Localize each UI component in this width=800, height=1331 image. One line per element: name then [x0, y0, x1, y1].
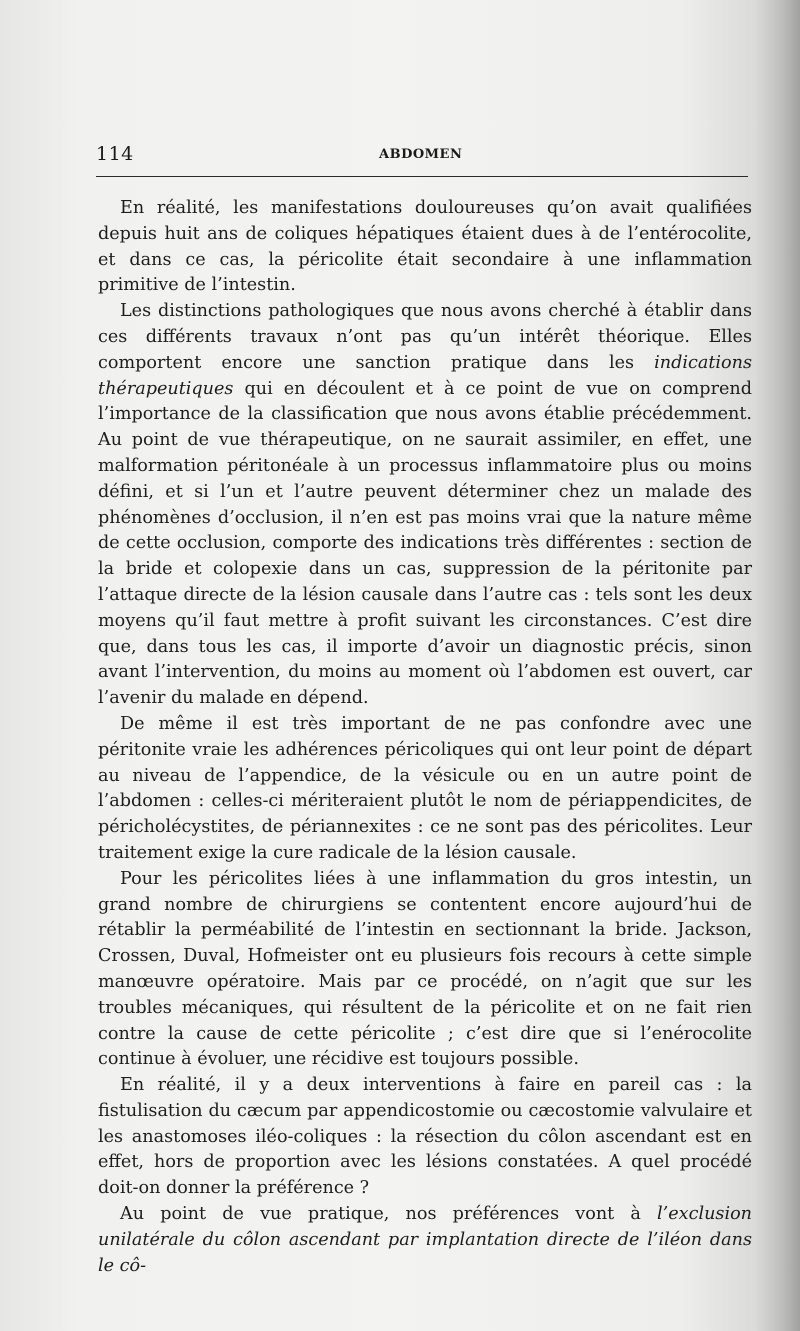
paragraph-emphasis: l’exclusion unilatérale du côlon ascendant par implantation directe de l’iléon dans le cô- — [98, 1204, 752, 1276]
paragraph-text: qui en découlent et à ce point de vue on comprend l’importance de la classification que nous avons établie précédemment. Au point de vue thérapeutique, on ne saurait assimiler, en effet, une malformation péritonéale à un processus inflammatoire plus ou moins défini, et si l’un et l’autre peuvent déterminer chez un malade des phénomènes d’occlusion, il n’en est pas moins vrai que la nature même de cette occlusion, comporte des indications très différentes : section de la bride et colopexie dans un cas, suppression de la péritonite par l’attaque directe de la lésion causale dans l’autre cas : tels sont les deux moyens qu’il faut mettre à profit suivant les circonstances. C’est dire que, dans tous les cas, il importe d’avoir un diagnostic précis, sinon avant l’intervention, du moins au moment où l’abdomen est ouvert, car l’avenir du malade en dépend. — [98, 378, 752, 709]
header-rule — [96, 176, 748, 177]
paragraph-1 — [98, 196, 752, 299]
paragraph-text: Au point de vue pratique, nos préférences vont à — [120, 1204, 658, 1225]
body-text — [98, 196, 752, 1279]
running-title: ABDOMEN — [379, 147, 463, 162]
paragraph-emphasis: indications thérapeutiques — [98, 352, 752, 399]
paragraph-text: De même il est très important de ne pas confondre avec une péritonite vraie les adhérences péricoliques qui ont leur point de départ au niveau de l’appendice, de la vésicule ou en un autre point de l’abdomen : celles-ci mériteraient plutôt le nom de périappendicites, de péricholécystites, de périannexites : ce ne sont pas des péricolites. Leur traitement exige la cure radicale de la lésion causale. — [98, 713, 752, 863]
page-edge-shadow — [754, 0, 800, 1331]
paragraph-text: En réalité, les manifestations douloureuses qu’on avait qualifiées depuis huit ans de coliques hépatiques étaient dues à de l’entérocolite, et dans ce cas, la péricolite était secondaire à une inflammation primitive de l’intestin. — [98, 198, 752, 296]
page-number: 114 — [96, 143, 134, 165]
paragraph-text: Pour les péricolites liées à une inflammation du gros intestin, un grand nombre de chirurgiens se contentent encore aujourd’hui de rétablir la perméabilité de l’intestin en sectionnant la bride. Jackson, Crossen, Duval, Hofmeister ont eu plusieurs fois recours à cette simple manœuvre opératoire. Mais par ce procédé, on n’agit que sur les troubles mécaniques, qui résultent de la péricolite et on ne fait rien contre la cause de cette péricolite ; c’est dire que si l’enérocolite continue à évoluer, une récidive est toujours possible. — [98, 868, 752, 1070]
page-header — [96, 143, 750, 169]
paragraph-6 — [98, 1202, 752, 1279]
paragraph-text: En réalité, il y a deux interventions à faire en pareil cas : la fistulisation du cæcum par appendicostomie ou cæcostomie valvulaire et les anastomoses iléo-coliques : la résection du côlon ascendant est en effet, hors de proportion avec les lésions constatées. A quel procédé doit-on donner la préférence ? — [98, 1075, 752, 1199]
paragraph-2 — [98, 299, 752, 712]
paragraph-4 — [98, 867, 752, 1073]
paragraph-5 — [98, 1073, 752, 1202]
paragraph-text: Les distinctions pathologiques que nous avons cherché à établir dans ces différents travaux n’ont pas qu’un intérêt théorique. Elles comportent encore une sanction pratique dans les — [98, 301, 752, 373]
paragraph-3 — [98, 712, 752, 867]
